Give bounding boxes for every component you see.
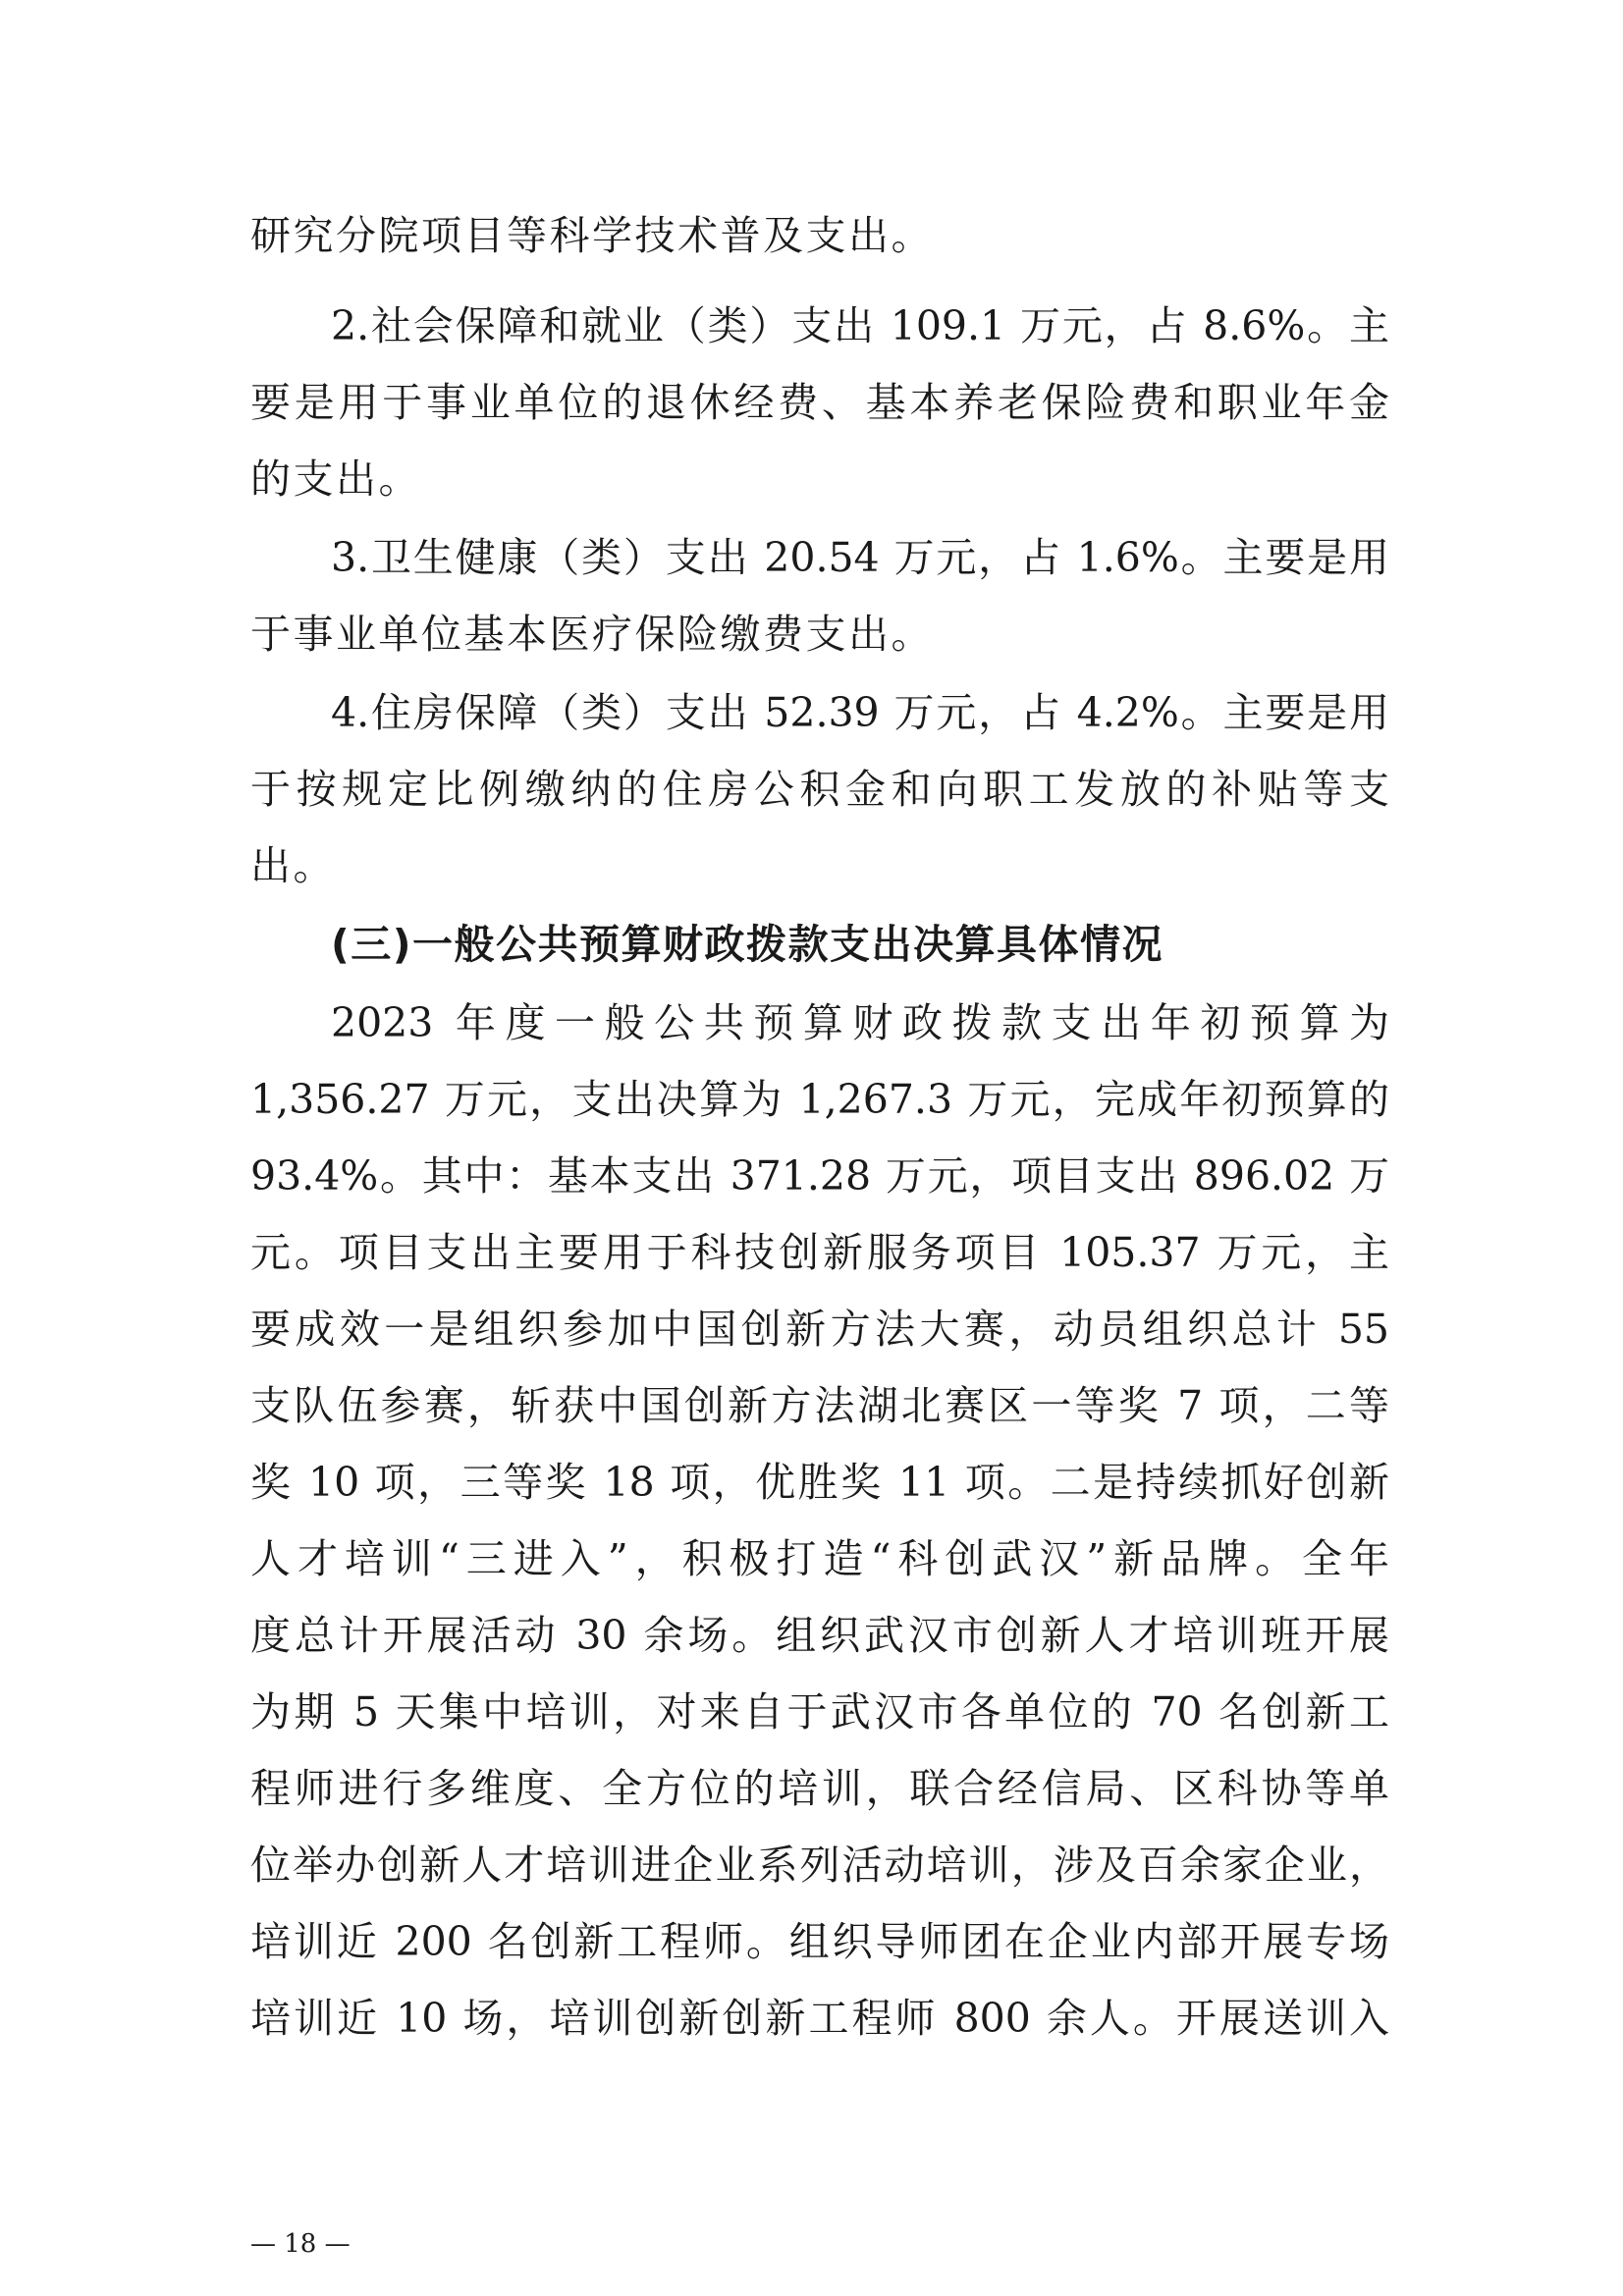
page-number: — 18 — bbox=[250, 2229, 351, 2259]
paragraph-health: 3.卫生健康（类）支出 20.54 万元，占 1.6%。主要是用 bbox=[331, 534, 1389, 581]
body-text-line: 要成效一是组织参加中国创新方法大赛，动员组织总计 55 bbox=[250, 1306, 1389, 1353]
paragraph-housing: 4.住房保障（类）支出 52.39 万元，占 4.2%。主要是用 bbox=[331, 689, 1389, 736]
body-text-line: 培训近 10 场，培训创新创新工程师 800 余人。开展送训入 bbox=[250, 1995, 1389, 2042]
body-text-line: 程师进行多维度、全方位的培训，联合经信局、区科协等单 bbox=[250, 1765, 1389, 1812]
body-text-line: 为期 5 天集中培训，对来自于武汉市各单位的 70 名创新工 bbox=[250, 1688, 1389, 1735]
section-heading: (三)一般公共预算财政拨款支出决算具体情况 bbox=[331, 921, 1163, 968]
body-text-line: 研究分院项目等科学技术普及支出。 bbox=[250, 212, 934, 259]
body-text-line: 1,356.27 万元，支出决算为 1,267.3 万元，完成年初预算的 bbox=[250, 1076, 1389, 1123]
body-text-line: 培训近 200 名创新工程师。组织导师团在企业内部开展专场 bbox=[250, 1918, 1389, 1965]
paragraph-social-security: 2.社会保障和就业（类）支出 109.1 万元，占 8.6%。主 bbox=[331, 302, 1389, 349]
body-text-line: 度总计开展活动 30 余场。组织武汉市创新人才培训班开展 bbox=[250, 1612, 1389, 1659]
body-text-line: 元。项目支出主要用于科技创新服务项目 105.37 万元，主 bbox=[250, 1229, 1389, 1276]
body-text-line: 于事业单位基本医疗保险缴费支出。 bbox=[250, 611, 934, 658]
body-text-line: 位举办创新人才培训进企业系列活动培训，涉及百余家企业， bbox=[250, 1842, 1389, 1889]
body-text-line: 支队伍参赛，斩获中国创新方法湖北赛区一等奖 7 项，二等 bbox=[250, 1382, 1389, 1429]
body-text-line: 人才培训“三进入”，积极打造“科创武汉”新品牌。全年 bbox=[250, 1535, 1389, 1582]
body-text-line: 的支出。 bbox=[250, 455, 421, 503]
body-text-line: 出。 bbox=[250, 842, 336, 889]
body-text-line: 要是用于事业单位的退休经费、基本养老保险费和职业年金 bbox=[250, 379, 1389, 426]
paragraph-budget: 2023 年度一般公共预算财政拨款支出年初预算为 bbox=[331, 999, 1389, 1046]
body-text-line: 于按规定比例缴纳的住房公积金和向职工发放的补贴等支 bbox=[250, 766, 1389, 813]
body-text-line: 奖 10 项，三等奖 18 项，优胜奖 11 项。二是持续抓好创新 bbox=[250, 1459, 1389, 1506]
body-text-line: 93.4%。其中：基本支出 371.28 万元，项目支出 896.02 万 bbox=[250, 1152, 1389, 1200]
